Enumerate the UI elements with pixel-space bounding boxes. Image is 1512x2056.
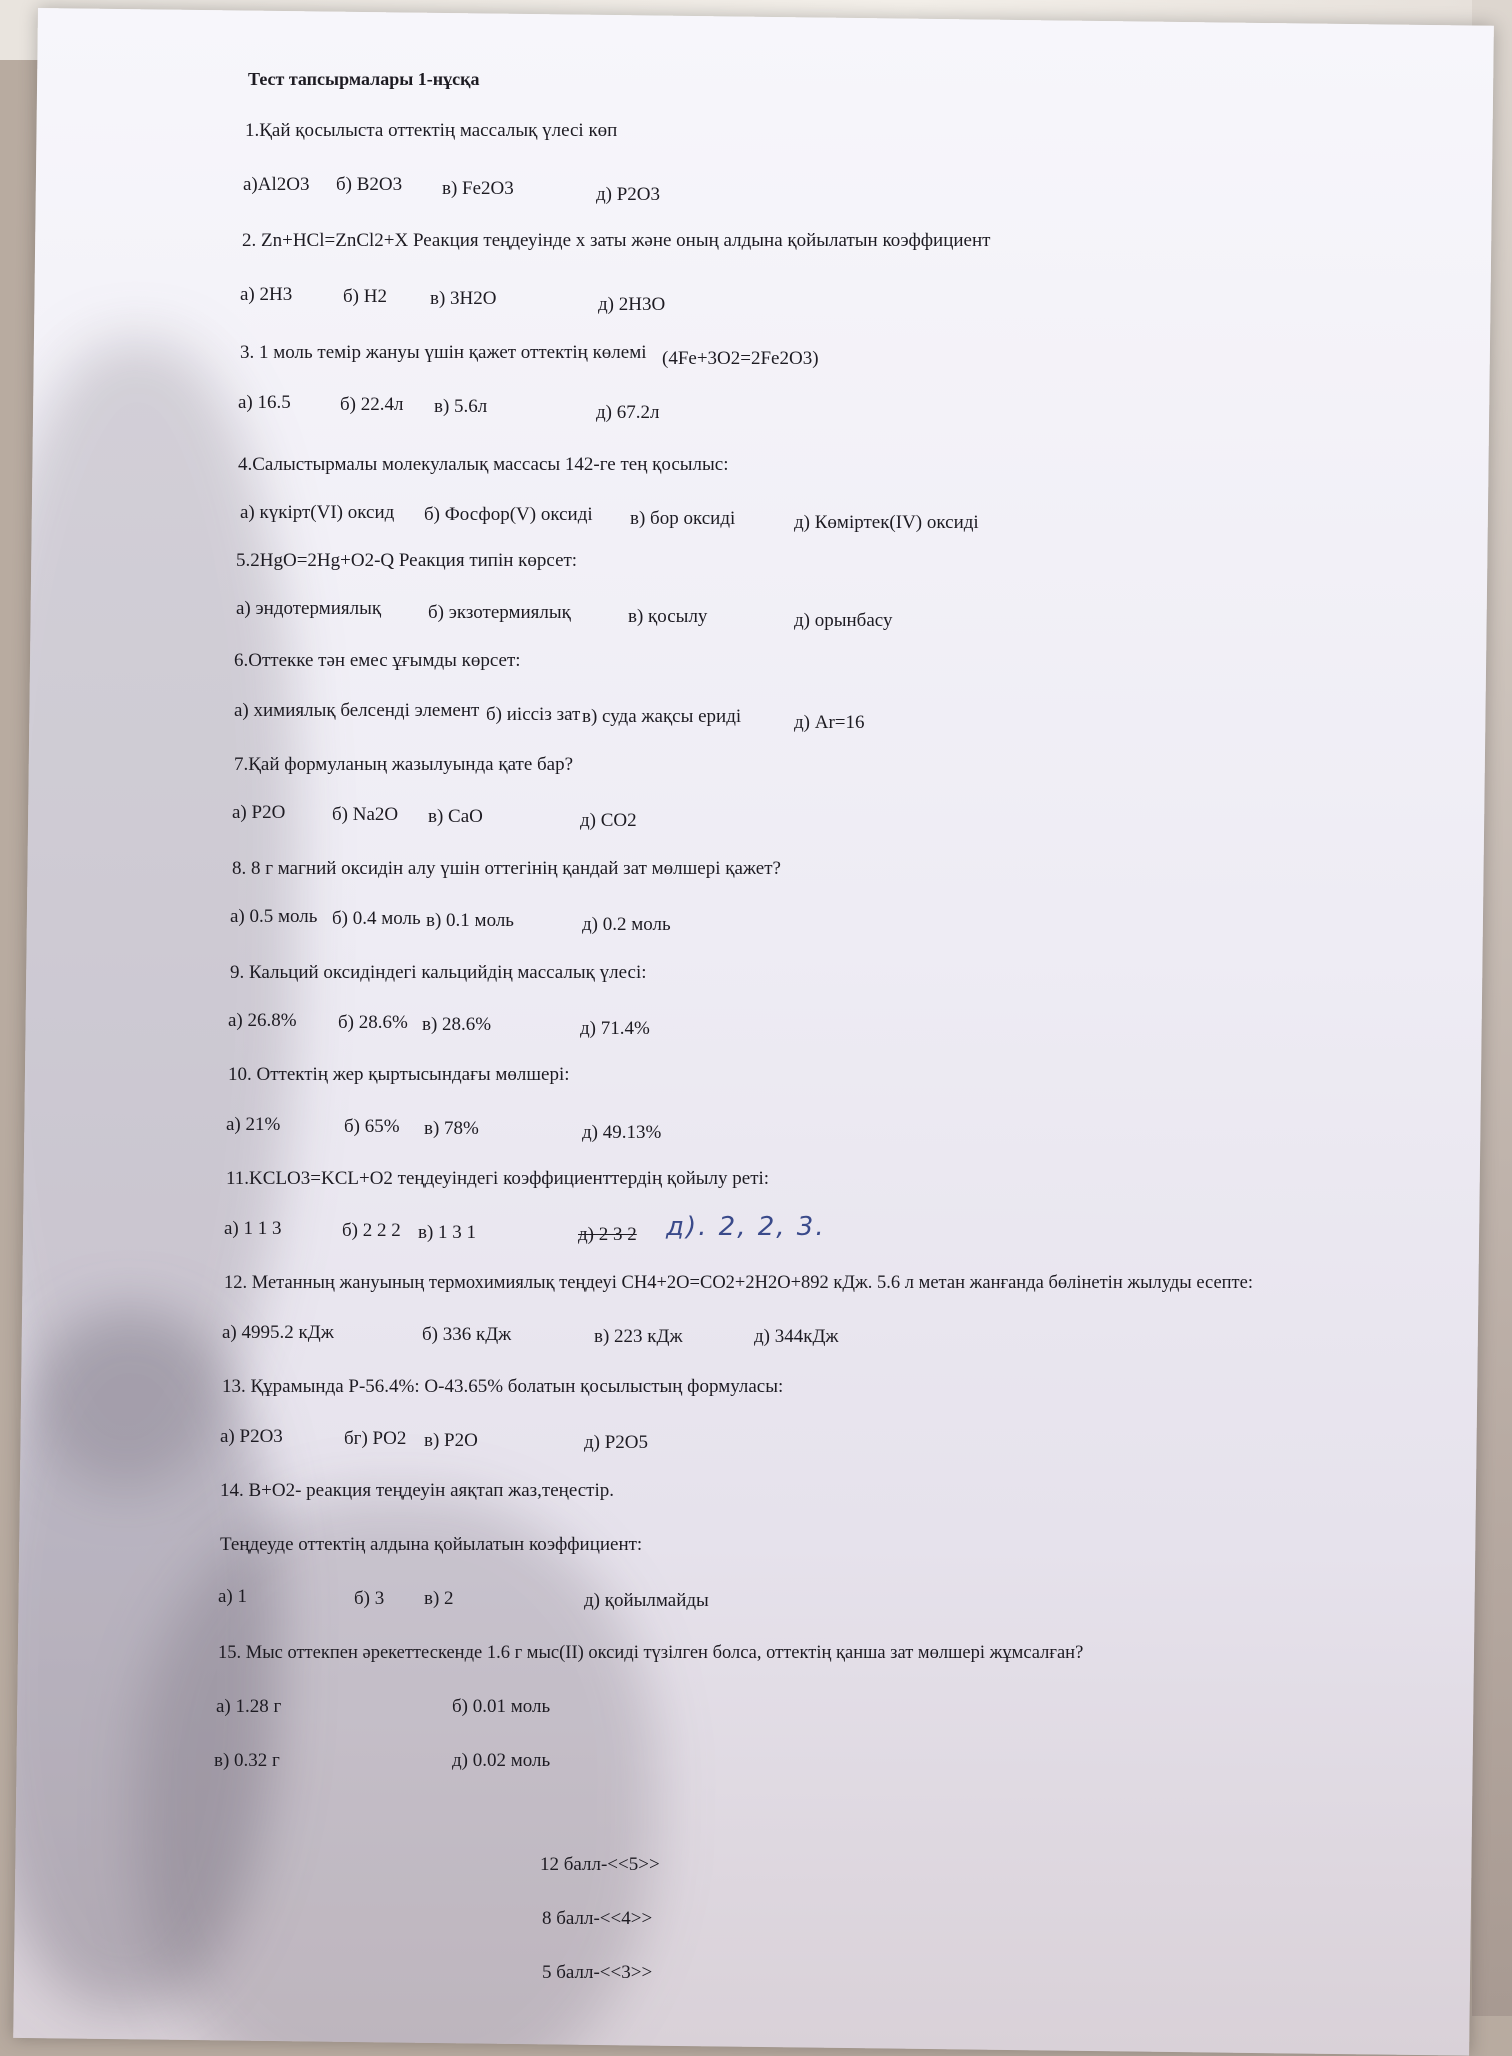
q14-option-c: в) 2: [424, 1588, 454, 1609]
question-1: 1.Қай қосылыста оттектің массалық үлесі көп: [245, 120, 618, 141]
question-10: 10. Оттектің жер қыртысындағы мөлшері:: [228, 1064, 570, 1085]
q8-option-c: в) 0.1 моль: [426, 910, 514, 931]
q2-option-a: а) 2H3: [240, 284, 293, 305]
q13-option-d: д) P2O5: [584, 1432, 649, 1453]
q14-option-d: д) қойылмайды: [584, 1590, 709, 1611]
q8-option-b: б) 0.4 моль: [332, 908, 421, 929]
q11-option-c: в) 1 3 1: [418, 1222, 477, 1243]
q12-option-b: б) 336 кДж: [422, 1324, 512, 1345]
q12-option-c: в) 223 кДж: [594, 1326, 683, 1347]
q7-option-b: б) Na2O: [332, 804, 399, 825]
q12-option-d: д) 344кДж: [754, 1326, 839, 1347]
q10-option-a: а) 21%: [226, 1114, 281, 1135]
question-13: 13. Құрамында P-56.4%: O-43.65% болатын қосылыстың формуласы:: [222, 1376, 784, 1397]
question-11: 11.KCLO3=KCL+O2 теңдеуіндегі коэффициенттердің қойылу реті:: [226, 1168, 770, 1189]
question-14: 14. B+O2- реакция теңдеуін аяқтап жаз,теңестір.: [220, 1480, 614, 1501]
q4-option-a: а) күкірт(VI) оксид: [240, 502, 395, 523]
q11-option-a: а) 1 1 3: [224, 1218, 282, 1239]
question-8: 8. 8 г магний оксидін алу үшін оттегінің қандай зат мөлшері қажет?: [232, 858, 781, 879]
q9-option-a: а) 26.8%: [228, 1010, 297, 1031]
q11-handwritten-answer: д). 2, 2, 3.: [666, 1212, 826, 1242]
q3-option-c: в) 5.6л: [434, 396, 488, 417]
q15-option-b: б) 0.01 моль: [452, 1696, 551, 1717]
q5-option-c: в) қосылу: [628, 606, 708, 627]
q2-option-d: д) 2H3O: [598, 294, 666, 315]
grading-line-5: 12 балл-<<5>>: [540, 1854, 660, 1875]
q14-option-a: а) 1: [218, 1586, 248, 1607]
q1-option-a: а)Al2O3: [243, 174, 310, 195]
q1-option-b: б) B2O3: [336, 174, 403, 195]
question-6: 6.Оттекке тән емес ұғымды көрсет:: [234, 650, 521, 671]
q6-option-a: а) химиялық белсенді элемент: [233, 700, 480, 721]
question-4: 4.Салыстырмалы молекулалық массасы 142-ге тең қосылыс:: [238, 454, 729, 475]
q6-option-c: в) суда жақсы ериді: [582, 706, 742, 727]
question-3: 3. 1 моль темір жануы үшін қажет оттектің көлемі: [240, 342, 647, 363]
q6-option-d: д) Ar=16: [794, 712, 865, 733]
q8-option-d: д) 0.2 моль: [582, 914, 671, 935]
q13-option-b: бг) PO2: [344, 1428, 407, 1449]
q15-option-c: в) 0.32 г: [214, 1750, 280, 1771]
grading-line-4: 8 балл-<<4>>: [542, 1908, 653, 1929]
test-title: Тест тапсырмалары 1-нұсқа: [248, 69, 480, 89]
q6-option-b: б) иіссіз зат: [486, 704, 581, 725]
q7-option-d: д) CO2: [580, 810, 637, 831]
question-9: 9. Кальций оксидіндегі кальцийдің массалық үлесі:: [230, 962, 647, 983]
q9-option-d: д) 71.4%: [580, 1017, 650, 1039]
q12-option-a: а) 4995.2 кДж: [222, 1322, 334, 1343]
q13-option-c: в) P2O: [424, 1430, 478, 1451]
q2-option-c: в) 3H2O: [430, 288, 497, 309]
question-12: 12. Метанның жануының термохимиялық теңдеуі CH4+2O=CO2+2H2O+892 кДж. 5.6 л метан жанғанда бөлінетін жылуды есепте:: [224, 1273, 1253, 1293]
q2-option-b: б) H2: [343, 286, 387, 307]
q11-option-b: б) 2 2 2: [342, 1220, 401, 1241]
q7-option-c: в) CaO: [428, 806, 483, 827]
question-2: 2. Zn+HCl=ZnCl2+X Реакция теңдеуінде х заты және оның алдына қойылатын коэффициент: [242, 230, 991, 251]
grading-line-3: 5 балл-<<3>>: [542, 1962, 653, 1983]
question-14-subquestion: Теңдеуде оттектің алдына қойылатын коэффициент:: [220, 1534, 643, 1555]
q4-option-b: б) Фосфор(V) оксиді: [424, 504, 593, 525]
q1-option-c: в) Fe2O3: [442, 178, 514, 199]
q15-option-d: д) 0.02 моль: [452, 1750, 551, 1771]
q3-option-a: а) 16.5: [238, 392, 291, 413]
q8-option-a: а) 0.5 моль: [230, 906, 318, 927]
q3-option-d: д) 67.2л: [596, 402, 660, 423]
q5-option-d: д) орынбасу: [794, 610, 893, 631]
q4-option-c: в) бор оксиді: [630, 508, 736, 529]
test-paper-sheet: [13, 8, 1494, 2056]
q10-option-c: в) 78%: [424, 1118, 479, 1139]
q15-option-a: а) 1.28 г: [216, 1696, 282, 1717]
q4-option-d: д) Көміртек(IV) оксиді: [794, 512, 979, 533]
q10-option-d: д) 49.13%: [582, 1122, 662, 1143]
q9-option-b: б) 28.6%: [338, 1012, 408, 1033]
q5-option-a: а) эндотермиялық: [236, 598, 382, 619]
q11-option-d-struck: д) 2 3 2: [578, 1224, 637, 1245]
q13-option-a: а) P2O3: [220, 1426, 283, 1447]
q1-option-d: д) P2O3: [596, 184, 661, 205]
question-5: 5.2HgO=2Hg+O2-Q Реакция типін көрсет:: [236, 550, 578, 571]
q10-option-b: б) 65%: [344, 1116, 400, 1137]
q9-option-c: в) 28.6%: [422, 1014, 492, 1035]
question-15: 15. Мыс оттекпен әрекеттескенде 1.6 г мыс(II) оксиді түзілген болса, оттектің қанша зат мөлшері жұмсалған?: [218, 1643, 1084, 1663]
question-7: 7.Қай формуланың жазылуында қате бар?: [234, 754, 574, 775]
q3-option-b: б) 22.4л: [340, 394, 404, 415]
q14-option-b: б) 3: [354, 1588, 385, 1609]
q7-option-a: а) P2O: [232, 802, 286, 823]
question-3-equation: (4Fe+3O2=2Fe2O3): [662, 348, 819, 369]
q5-option-b: б) экзотермиялық: [428, 602, 571, 623]
